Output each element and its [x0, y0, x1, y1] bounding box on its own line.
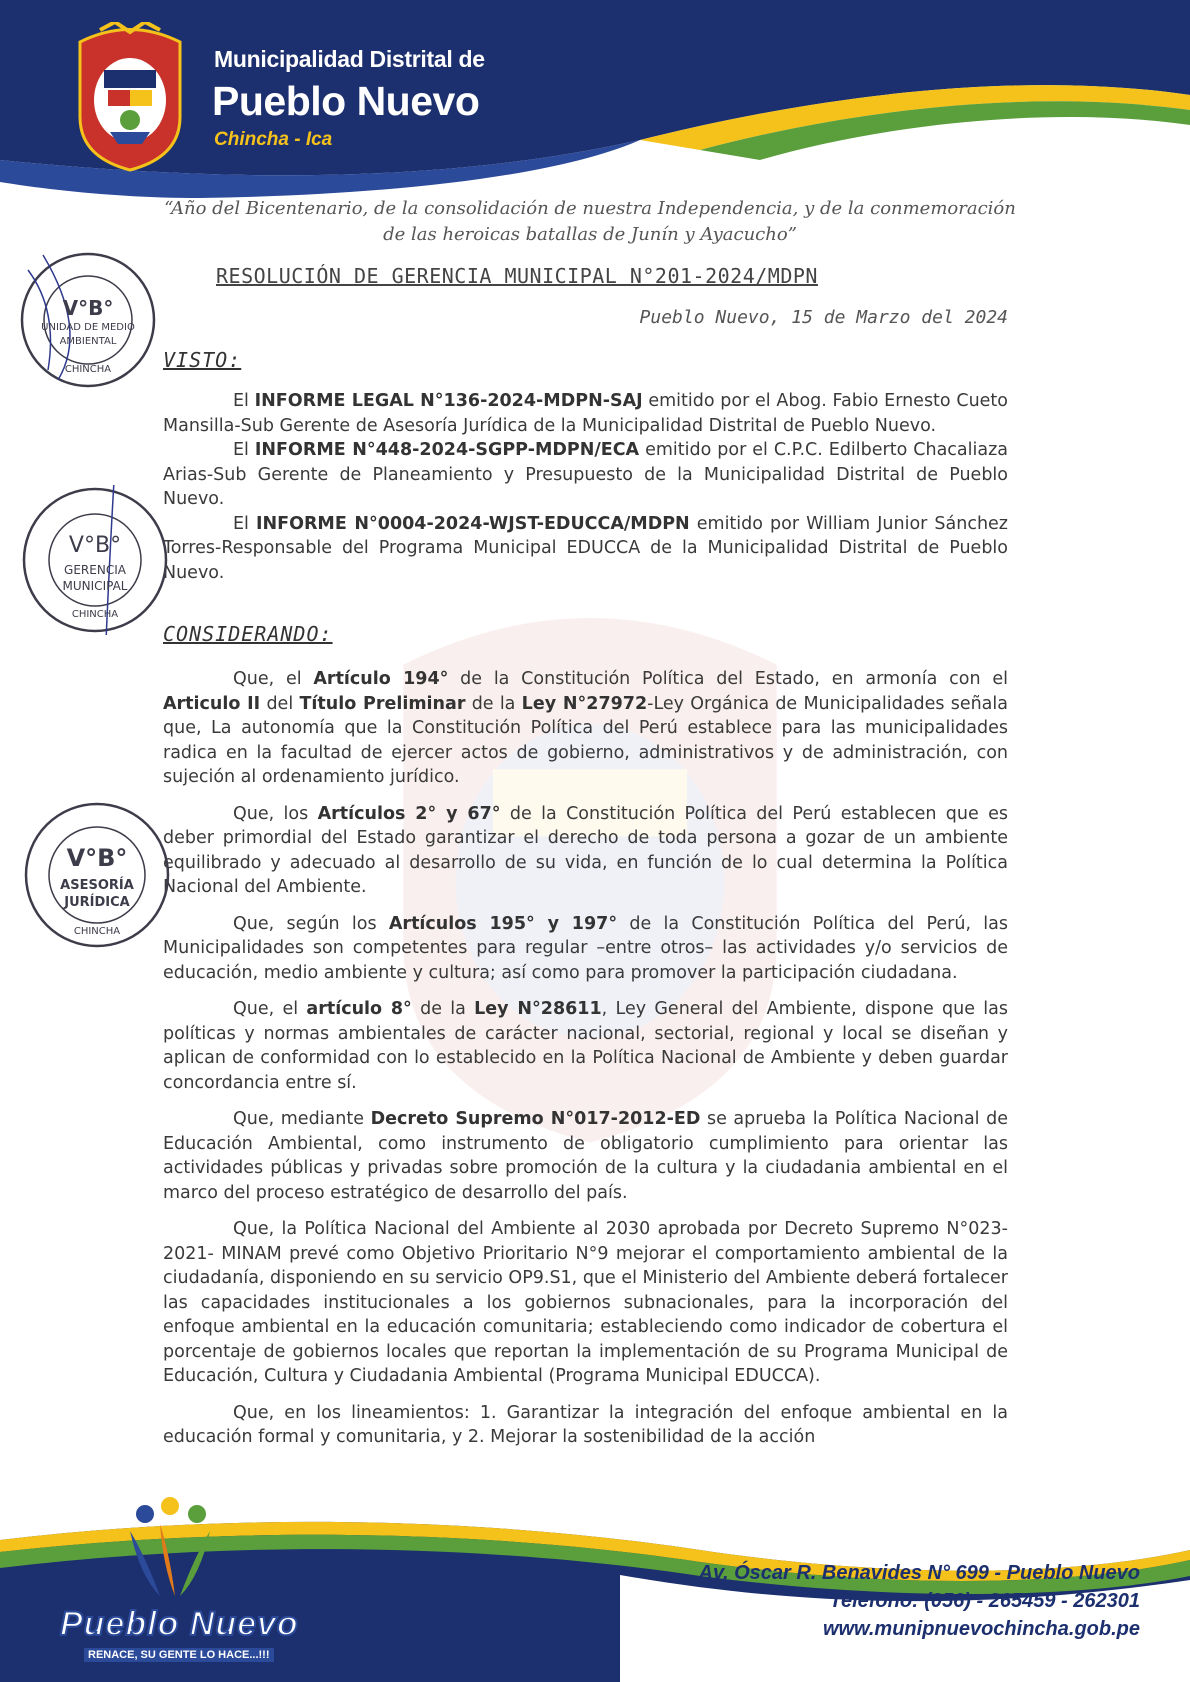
considerando-paragraph: Que, el Artículo 194° de la Constitución Política del Estado, en armonía con el Articulo II del Título Preliminar de la Ley N°27972-Ley Orgánica de Municipalidades señala que, La autonomía que la Constitución Política del Perú establece para las municipalidades radica en la facultad de ejercer actos de gobierno, administrativos y de administración, con sujeción al ordenamiento jurídico. [163, 669, 1008, 787]
stamp-bottom: CHINCHA [71, 609, 119, 620]
visto-paragraph: El INFORME N°448-2024-SGPP-MDPN/ECA emitido por el C.P.C. Edilberto Chacaliaza Arias-Sub Gerente de Planeamiento y Presupuesto de la Municipalidad Distrital de Pueblo Nuevo. [163, 440, 1008, 509]
stamp-text: AMBIENTAL [59, 336, 117, 347]
considerando-paragraph: Que, según los Artículos 195° y 197° de la Constitución Política del Perú, las Municipalidades son competentes para regular –entre otros– las actividades y/o servicios de educación, medio ambiente y cultura; así como para promover la participación ciudadana. [163, 913, 1008, 983]
considerando-paragraph: Que, el artículo 8° de la Ley N°28611, Ley General del Ambiente, dispone que las políticas y normas ambientales de carácter nacional, sectorial, regional y local se diseñan y aplican de conformidad con lo establecido en la Política Nacional de Ambiente y deben guardar concordancia entre sí. [163, 999, 1008, 1093]
considerando-paragraph: Que, los Artículos 2° y 67° de la Constitución Política del Perú establecen que es deber primordial del Estado garantizar el derecho de toda persona a gozar de un ambiente equilibrado y adecuado al desarrollo de su vida, en función de lo cual determina la Política Nacional del Ambiente. [163, 803, 1008, 897]
considerando-body [163, 667, 1008, 1450]
considerando-paragraph: Que, la Política Nacional del Ambiente al 2030 aprobada por Decreto Supremo N°023-2021- MINAM prevé como Objetivo Prioritario N°9 mejorar el comportamiento ambiental de la ciudadanía, disponiendo en su servicio OP9.S1, que el Ministerio del Ambiente deberá fortalecer las capacidades institucionales a los gobiernos subnacionales, para la incorporación del enfoque ambiental en la educación comunitaria; estableciendo como indicador de cobertura el porcentaje de gobiernos locales que reportan la implementación de su Programa Municipal de Educación, Cultura y Ciudadania Ambiental (Programa Municipal EDUCCA). [163, 1219, 1008, 1386]
stamp-vb: V°B° [68, 533, 122, 558]
resolution-date: Pueblo Nuevo, 15 de Marzo del 2024 [639, 307, 1008, 328]
stamp-text: JURÍDICA [64, 895, 130, 910]
stamp-bottom: CHINCHA [73, 926, 121, 937]
stamp-text: ASESORÍA [60, 878, 134, 893]
brand-line1: Municipalidad Distrital de [214, 46, 485, 72]
considerando-paragraph: Que, en los lineamientos: 1. Garantizar la integración del enfoque ambiental en la educación formal y comunitaria, y 2. Mejorar la sostenibilidad de la acción [163, 1402, 1008, 1447]
stamp-bottom: CHINCHA [64, 364, 112, 375]
visto-paragraph: El INFORME LEGAL N°136-2024-MDPN-SAJ emitido por el Abog. Fabio Ernesto Cueto Mansilla-Sub Gerente de Asesoría Jurídica de la Municipalidad Distrital de Pueblo Nuevo. [163, 391, 1008, 436]
year-motto [150, 196, 1030, 248]
brand-name: Pueblo Nuevo [212, 78, 480, 124]
stamp-asesoria-juridica [22, 800, 172, 950]
stamp-text: UNIDAD DE MEDIO [41, 322, 135, 333]
brand-location: Chincha - Ica [214, 129, 333, 150]
stamp-medio-ambiental [18, 250, 158, 390]
stamp-vb: V°B° [62, 296, 114, 320]
footer-phone: Teléfono: (056) - 265459 - 262301 [829, 1590, 1140, 1612]
considerando-heading: CONSIDERANDO: [163, 622, 333, 646]
municipal-crest-logo [70, 22, 190, 172]
visto-body [163, 389, 1008, 585]
pueblo-nuevo-people-logo [115, 1496, 225, 1606]
motto-line2: de las heroicas batallas de Junín y Ayacucho” [383, 224, 797, 245]
logo-tagline: RENACE, SU GENTE LO HACE...!!! [84, 1648, 274, 1662]
visto-paragraph: El INFORME N°0004-2024-WJST-EDUCCA/MDPN emitido por William Junior Sánchez Torres-Responsable del Programa Municipal EDUCCA de la Municipalidad Distrital de Pueblo Nuevo. [163, 513, 1008, 583]
visto-heading: VISTO: [163, 348, 242, 372]
considerando-paragraph: Que, mediante Decreto Supremo N°017-2012-ED se aprueba la Política Nacional de Educación Ambiental, como instrumento de obligatorio cumplimiento para orientar las actividades públicas y privadas sobre promoción de la cultura y la ciudadania ambiental en el marco del proceso estratégico de desarrollo del país. [163, 1109, 1008, 1203]
footer-address: Av. Óscar R. Benavides N° 699 - Pueblo Nuevo [698, 1562, 1140, 1584]
stamp-vb: V°B° [66, 844, 128, 872]
stamp-gerencia-municipal [20, 485, 170, 635]
stamp-text: MUNICIPAL [62, 579, 128, 593]
footer-website[interactable]: www.munipnuevochincha.gob.pe [822, 1618, 1140, 1640]
resolution-title: RESOLUCIÓN DE GERENCIA MUNICIPAL N°201-2024/MDPN [216, 264, 818, 288]
motto-line1: “Año del Bicentenario, de la consolidación de nuestra Independencia, y de la conmemoración [164, 198, 1016, 219]
logo-wordmark: Pueblo Nuevo [60, 1605, 299, 1643]
stamp-text: GERENCIA [64, 563, 126, 577]
